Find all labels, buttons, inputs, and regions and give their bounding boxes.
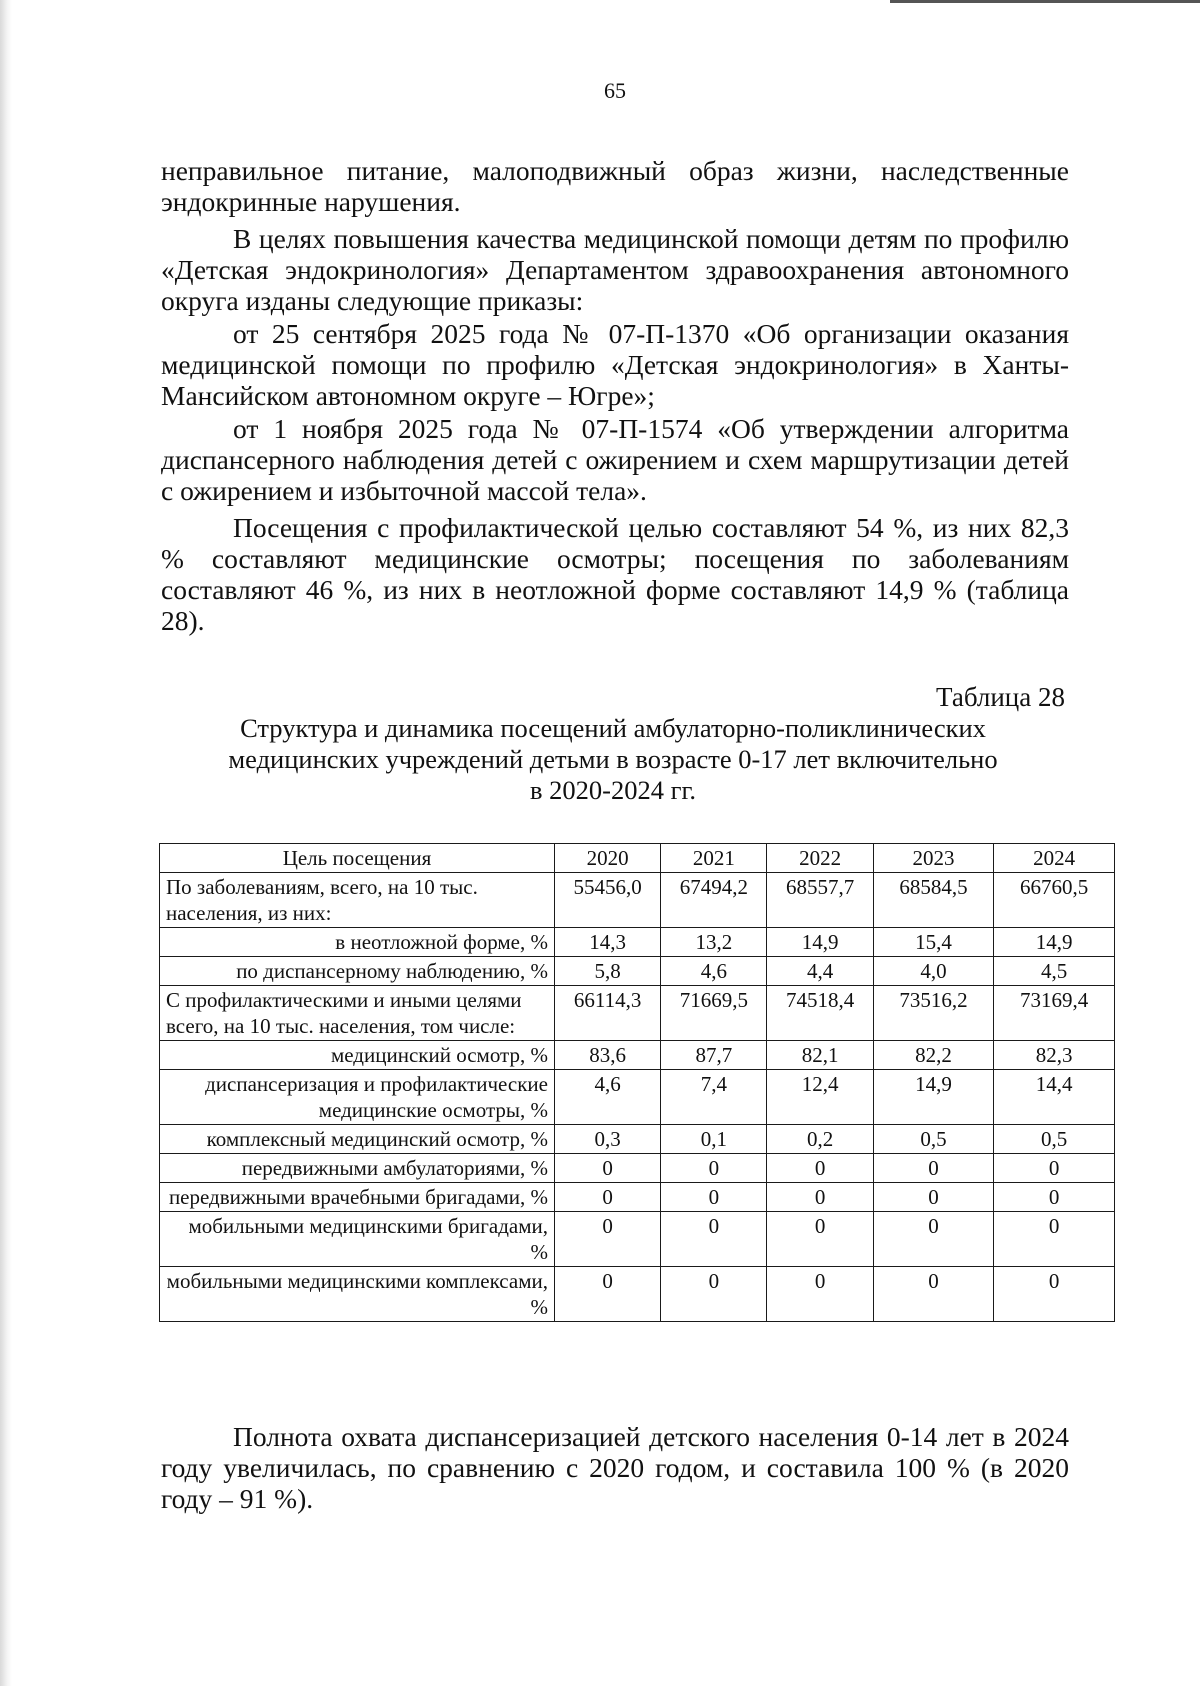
row-label: диспансеризация и профилактические медицинские осмотры, %: [160, 1070, 555, 1125]
page-number: 65: [604, 78, 626, 103]
cell-value: 0: [767, 1212, 873, 1267]
cell-value: 13,2: [661, 928, 767, 957]
row-label: по диспансерному наблюдению, %: [160, 957, 555, 986]
table-title: [161, 713, 1065, 806]
cell-value: 73516,2: [873, 986, 994, 1041]
cell-value: 66760,5: [994, 873, 1115, 928]
cell-value: 83,6: [554, 1041, 660, 1070]
table-label: Таблица 28: [936, 682, 1065, 712]
cell-value: 0: [873, 1183, 994, 1212]
cell-value: 0,2: [767, 1125, 873, 1154]
cell-value: 0: [873, 1212, 994, 1267]
cell-value: 0: [994, 1267, 1115, 1322]
paragraph: неправильное питание, малоподвижный образ жизни, наследственные эндокринные нарушения.: [161, 155, 1069, 217]
cell-value: 14,9: [873, 1070, 994, 1125]
header-year: 2024: [994, 844, 1115, 873]
cell-value: 82,1: [767, 1041, 873, 1070]
table-row: [160, 1267, 1115, 1322]
cell-value: 0: [554, 1154, 660, 1183]
table-row: [160, 1183, 1115, 1212]
cell-value: 7,4: [661, 1070, 767, 1125]
cell-value: 68557,7: [767, 873, 873, 928]
row-label: передвижными врачебными бригадами, %: [160, 1183, 555, 1212]
cell-value: 0: [661, 1154, 767, 1183]
table-row: [160, 928, 1115, 957]
table-row: [160, 1125, 1115, 1154]
cell-value: 14,9: [767, 928, 873, 957]
cell-value: 0: [554, 1267, 660, 1322]
cell-value: 0: [661, 1183, 767, 1212]
cell-value: 0: [994, 1183, 1115, 1212]
cell-value: 0,5: [994, 1125, 1115, 1154]
table-row: [160, 1041, 1115, 1070]
table-row: [160, 1212, 1115, 1267]
header-year: 2022: [767, 844, 873, 873]
cell-value: 82,2: [873, 1041, 994, 1070]
cell-value: 0: [873, 1267, 994, 1322]
cell-value: 0: [873, 1154, 994, 1183]
header-purpose: Цель посещения: [160, 844, 555, 873]
row-label: передвижными амбулаториями, %: [160, 1154, 555, 1183]
table-row: [160, 873, 1115, 928]
table-row: [160, 986, 1115, 1041]
paragraph: В целях повышения качества медицинской помощи детям по профилю «Детская эндокринология» Департаментом здравоохранения автономного округа изданы следующие приказы:: [161, 223, 1069, 316]
cell-value: 0,5: [873, 1125, 994, 1154]
cell-value: 0: [554, 1183, 660, 1212]
cell-value: 12,4: [767, 1070, 873, 1125]
row-label: По заболеваниям, всего, на 10 тыс. населения, из них:: [160, 873, 555, 928]
scan-edge-top: [890, 0, 1200, 3]
body-text: [161, 155, 1069, 638]
paragraph: Посещения с профилактической целью составляют 54 %, из них 82,3 % составляют медицинские осмотры; посещения по заболеваниям составляют 46 %, из них в неотложной форме составляют 14,9 % (таблица 28).: [161, 512, 1069, 636]
cell-value: 4,6: [661, 957, 767, 986]
table-row: [160, 957, 1115, 986]
cell-value: 4,6: [554, 1070, 660, 1125]
header-year: 2021: [661, 844, 767, 873]
cell-value: 66114,3: [554, 986, 660, 1041]
paragraph: от 1 ноября 2025 года № 07-П-1574 «Об утверждении алгоритма диспансерного наблюдения детей с ожирением и схем маршрутизации детей с ожирением и избыточной массой тела».: [161, 413, 1069, 506]
cell-value: 82,3: [994, 1041, 1115, 1070]
visits-table: [159, 843, 1115, 1322]
cell-value: 0: [767, 1183, 873, 1212]
cell-value: 74518,4: [767, 986, 873, 1041]
closing-text: [161, 1421, 1069, 1516]
cell-value: 0: [661, 1267, 767, 1322]
cell-value: 4,0: [873, 957, 994, 986]
table-row: [160, 1154, 1115, 1183]
cell-value: 67494,2: [661, 873, 767, 928]
cell-value: 73169,4: [994, 986, 1115, 1041]
table-header-row: [160, 844, 1115, 873]
cell-value: 87,7: [661, 1041, 767, 1070]
cell-value: 0: [994, 1154, 1115, 1183]
cell-value: 71669,5: [661, 986, 767, 1041]
row-label: комплексный медицинский осмотр, %: [160, 1125, 555, 1154]
header-year: 2023: [873, 844, 994, 873]
cell-value: 68584,5: [873, 873, 994, 928]
cell-value: 14,4: [994, 1070, 1115, 1125]
paragraph: Полнота охвата диспансеризацией детского населения 0-14 лет в 2024 году увеличилась, по сравнению с 2020 годом, и составила 100 % (в 2020 году – 91 %).: [161, 1421, 1069, 1514]
table-title-line: Структура и динамика посещений амбулаторно-поликлинических: [240, 713, 986, 743]
header-year: 2020: [554, 844, 660, 873]
table-title-line: медицинских учреждений детьми в возрасте 0-17 лет включительно: [228, 744, 998, 774]
cell-value: 4,5: [994, 957, 1115, 986]
cell-value: 0: [994, 1212, 1115, 1267]
row-label: С профилактическими и иными целями всего, на 10 тыс. населения, том числе:: [160, 986, 555, 1041]
cell-value: 0: [661, 1212, 767, 1267]
table-row: [160, 1070, 1115, 1125]
row-label: мобильными медицинскими комплексами, %: [160, 1267, 555, 1322]
cell-value: 0: [554, 1212, 660, 1267]
cell-value: 15,4: [873, 928, 994, 957]
cell-value: 0: [767, 1267, 873, 1322]
cell-value: 4,4: [767, 957, 873, 986]
row-label: в неотложной форме, %: [160, 928, 555, 957]
cell-value: 5,8: [554, 957, 660, 986]
cell-value: 14,3: [554, 928, 660, 957]
scan-edge: [0, 0, 12, 1686]
cell-value: 0,3: [554, 1125, 660, 1154]
cell-value: 14,9: [994, 928, 1115, 957]
row-label: медицинский осмотр, %: [160, 1041, 555, 1070]
row-label: мобильными медицинскими бригадами, %: [160, 1212, 555, 1267]
paragraph: от 25 сентября 2025 года № 07-П-1370 «Об организации оказания медицинской помощи по профилю «Детская эндокринология» в Ханты-Мансийском автономном округе – Югре»;: [161, 318, 1069, 411]
cell-value: 55456,0: [554, 873, 660, 928]
table-title-line: в 2020-2024 гг.: [530, 775, 696, 805]
cell-value: 0: [767, 1154, 873, 1183]
cell-value: 0,1: [661, 1125, 767, 1154]
